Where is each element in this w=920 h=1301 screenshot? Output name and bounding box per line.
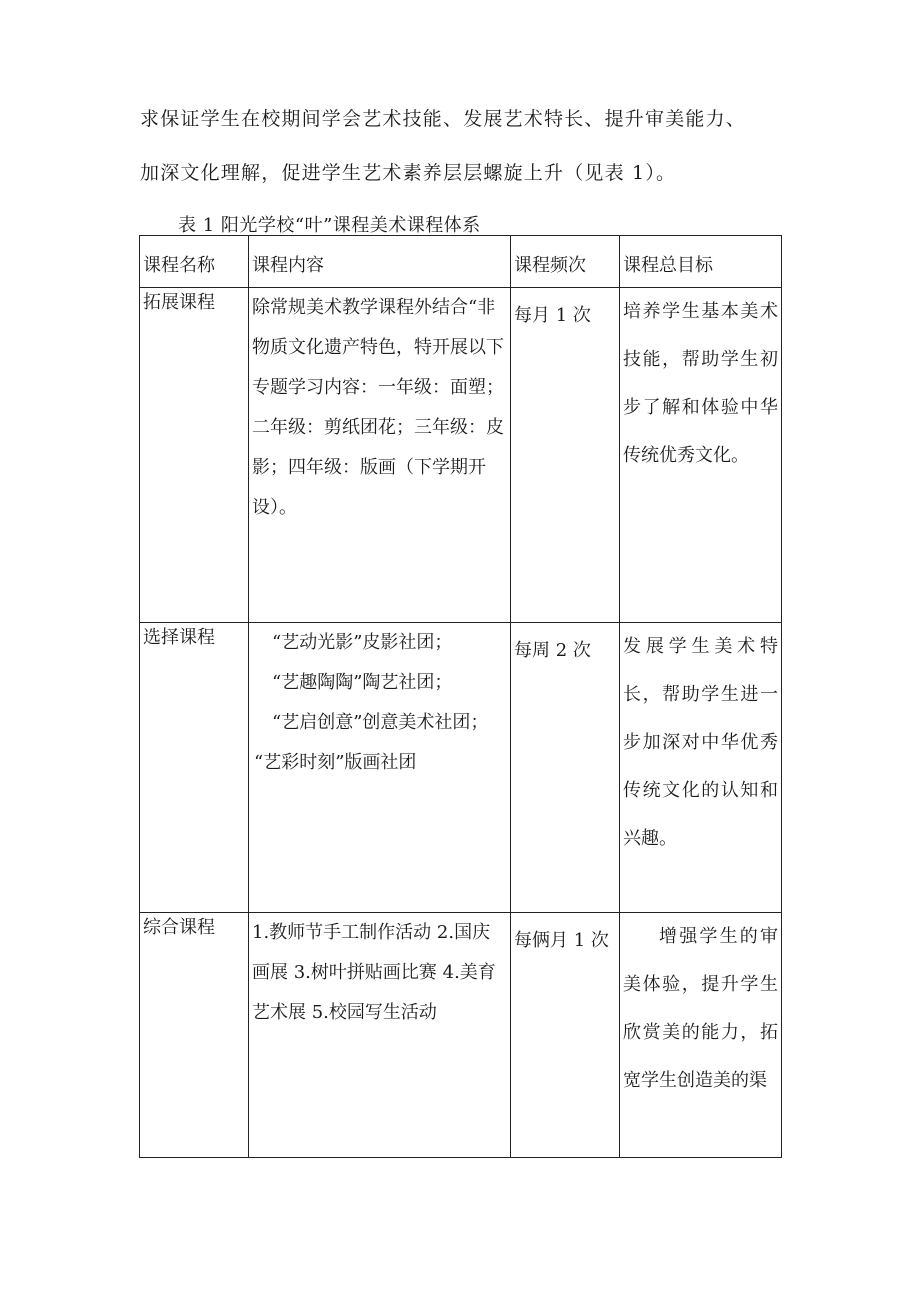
header-course-content: 课程内容	[249, 236, 511, 288]
course-table	[139, 235, 782, 1158]
course-frequency: 每周 2 次	[514, 640, 591, 661]
table-row	[140, 913, 782, 1158]
course-frequency-cell	[511, 913, 620, 1158]
club-item: “艺启创意”创意美术社团；	[272, 712, 489, 733]
club-item: “艺趣陶陶”陶艺社团；	[272, 672, 453, 693]
course-name: 选择课程	[140, 623, 249, 913]
club-item: “艺彩时刻”版画社团	[254, 752, 417, 773]
course-goal: 发展学生美术特长，帮助学生进一步加深对中华优秀传统文化的认知和兴趣。	[620, 623, 782, 913]
table-header-row	[140, 236, 782, 288]
course-goal: 培养学生基本美术技能，帮助学生初步了解和体验中华传统优秀文化。	[620, 288, 782, 623]
course-name: 拓展课程	[140, 288, 249, 623]
header-course-name: 课程名称	[140, 236, 249, 288]
table-caption: 表 1 阳光学校“叶”课程美术课程体系	[178, 215, 481, 236]
header-course-goal: 课程总目标	[620, 236, 782, 288]
intro-line-2: 加深文化理解，促进学生艺术素养层层螺旋上升（见表 1）。	[140, 162, 677, 184]
club-item: “艺动光影”皮影社团；	[272, 632, 453, 653]
table-row	[140, 623, 782, 913]
header-course-frequency: 课程频次	[511, 236, 620, 288]
course-content: 1.教师节手工制作活动 2.国庆画展 3.树叶拼贴画比赛 4.美育艺术展 5.校园写生活动	[249, 913, 511, 1158]
course-name: 综合课程	[140, 913, 249, 1158]
course-goal: 增强学生的审美体验，提升学生欣赏美的能力，拓宽学生创造美的渠	[620, 913, 782, 1158]
course-frequency-cell	[511, 623, 620, 913]
table-row	[140, 288, 782, 623]
course-content	[249, 623, 511, 913]
course-content: 除常规美术教学课程外结合“非物质文化遗产特色，特开展以下专题学习内容：一年级：面塑；二年级：剪纸团花；三年级：皮影；四年级：版画（下学期开设）。	[249, 288, 511, 623]
course-frequency-cell	[511, 288, 620, 623]
intro-line-1: 求保证学生在校期间学会艺术技能、发展艺术特长、提升审美能力、	[140, 108, 747, 130]
course-frequency: 每月 1 次	[514, 305, 591, 326]
course-frequency: 每俩月 1 次	[514, 930, 609, 951]
